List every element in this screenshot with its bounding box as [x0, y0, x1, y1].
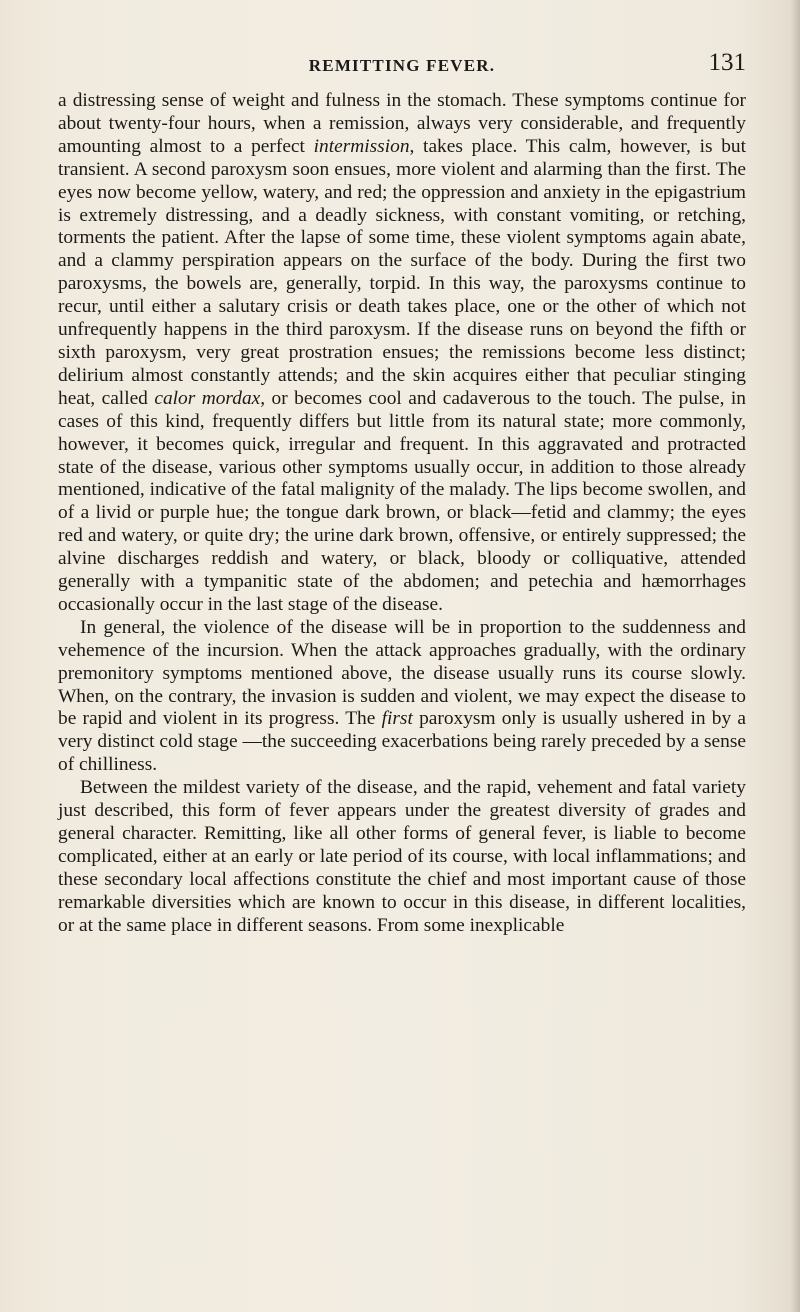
italic-term: intermission	[313, 135, 410, 157]
paragraph	[58, 777, 746, 937]
page-header	[58, 48, 746, 84]
page-edge-shadow	[790, 0, 800, 1312]
text-run: , takes place. This calm, however, is but transient. A second paroxysm soon ensues, more violent and alarming than the first. The eyes now become yellow, watery, and red; the oppression and anxiety in the epigastrium is extremely distressing, and a deadly sickness, with constant vomiting, or retching, torments the patient. After the lapse of some time, these violent symptoms again abate, and a clammy perspiration appears on the surface of the body. During the first two paroxysms, the bowels are, generally, torpid. In this way, the paroxysms continue to recur, until either a salutary crisis or death takes place, one or the other of which not unfrequently happens in the third paroxysm. If the disease runs on beyond the fifth or sixth paroxysm, very great prostration ensues; the remissions become less distinct; delirium almost constantly attends; and the skin acquires either that peculiar stinging heat, called	[58, 135, 746, 409]
paragraph	[58, 90, 746, 617]
text-run: In general, the violence of the disease will be in proportion to the suddenness and vehemence of the incursion. When the attack approaches gradually, with the ordinary premonitory symptoms mentioned above, the disease usually runs its course slowly. When, on the contrary, the invasion is sudden and violent, we may expect the disease to be rapid and violent in its progress. The	[58, 616, 746, 730]
text-run: Between the mildest variety of the disease, and the rapid, vehement and fatal variety just described, this form of fever appears under the greatest diversity of grades and general character. Remitting, like all other forms of general fever, is liable to become complicated, either at an early or late period of its course, with local inflammations; and these secondary local affections constitute the chief and most important cause of those remarkable diversities which are known to occur in this disease, in different localities, or at the same place in different seasons. From some inexplicable	[58, 777, 746, 936]
italic-term: calor mordax	[154, 387, 261, 409]
page-number: 131	[708, 49, 746, 76]
running-head: REMITTING FEVER.	[308, 56, 496, 75]
italic-term: first	[381, 708, 413, 730]
text-run: , or becomes cool and cadaverous to the touch. The pulse, in cases of this kind, frequently differs but little from its natural state; more commonly, however, it becomes quick, irregular and frequent. In this aggravated and protracted state of the disease, various other symptoms usually occur, in addition to those already mentioned, indicative of the fatal malignity of the malady. The lips become swollen, and of a livid or purple hue; the tongue dark brown, or black—fetid and clammy; the eyes red and watery, or quite dry; the urine dark brown, offensive, or entirely suppressed; the alvine discharges reddish and watery, or black, bloody or colliquative, attended generally with a tympanitic state of the abdomen; and petechia and hæmorrhages occasionally occur in the last stage of the disease.	[58, 387, 746, 615]
paragraph	[58, 617, 746, 777]
text-run: paroxysm only is usually ushered in by a very distinct cold stage —the succeeding exacerbations being rarely preceded by a sense of chilliness.	[58, 708, 746, 776]
text-run: a distressing sense of weight and fulness in the stomach. These symptoms continue for about twenty-four hours, when a remission, always very considerable, and frequently amounting almost to a perfect	[58, 90, 746, 157]
body-text	[58, 90, 746, 938]
